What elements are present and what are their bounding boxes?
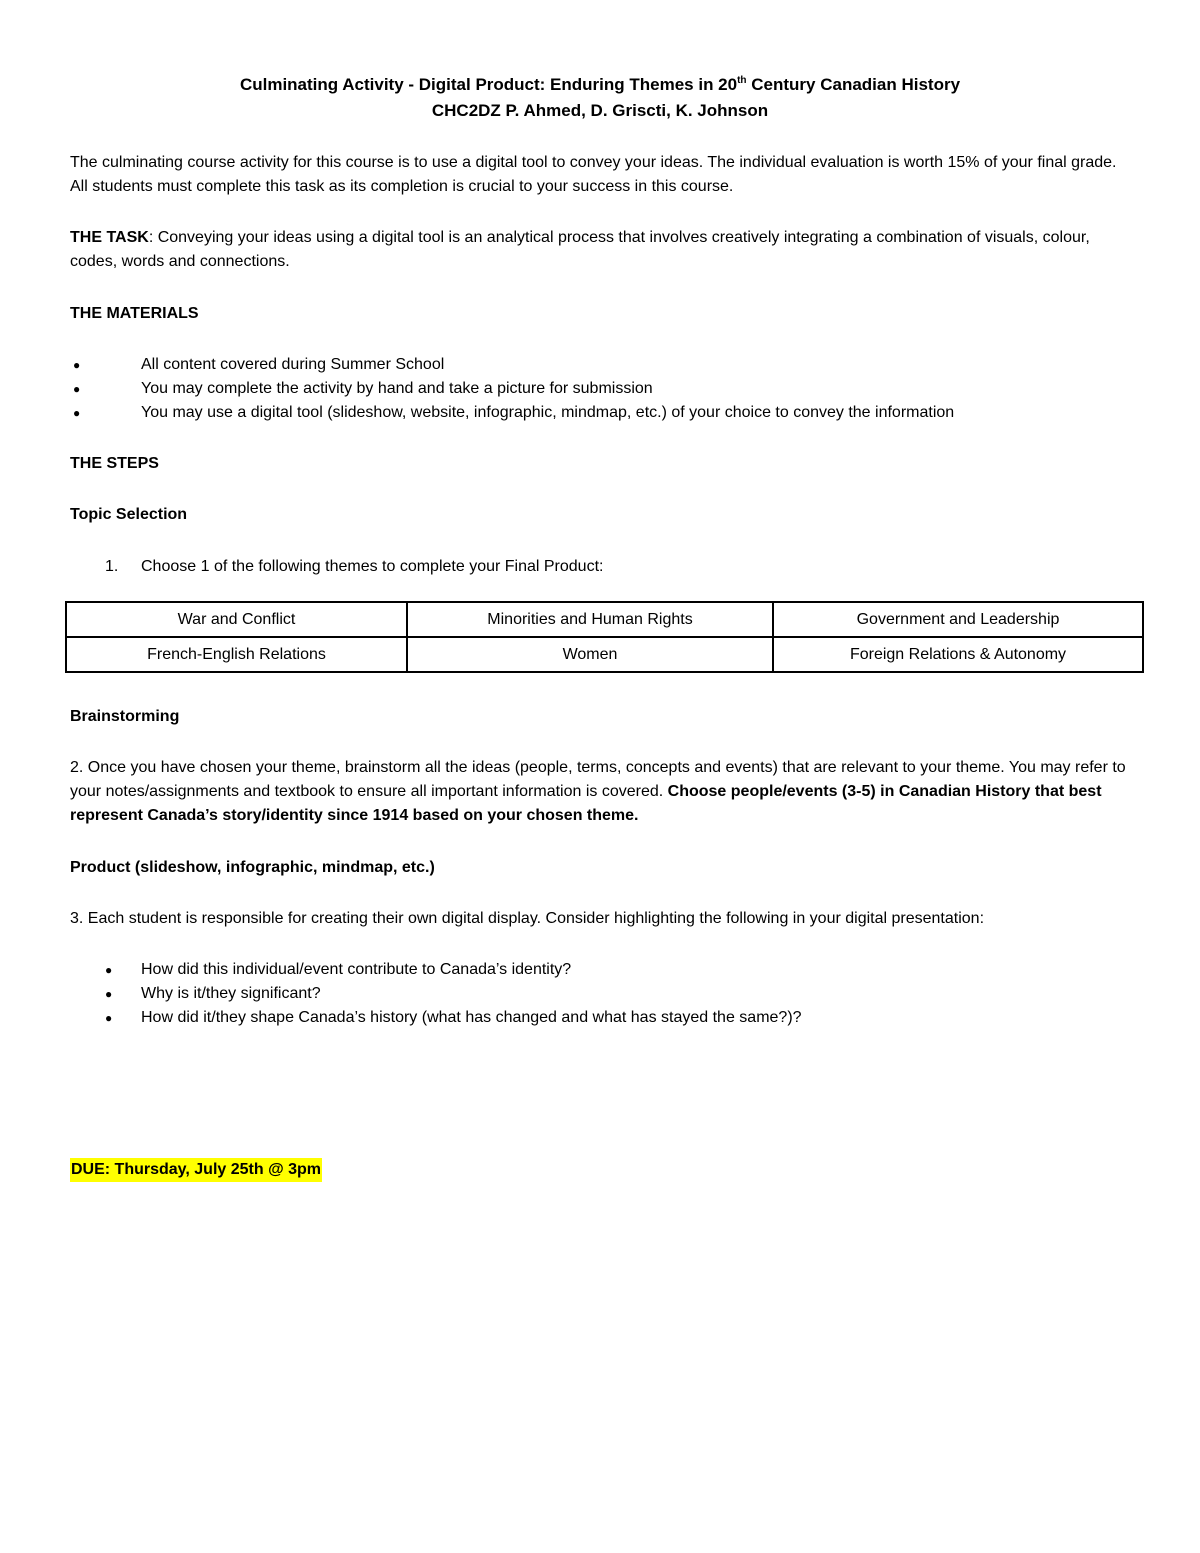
task-paragraph xyxy=(70,226,1140,274)
task-text: : Conveying your ideas using a digital tool is an analytical process that involves creatively integrating a combination of visuals, colour, codes, words and connections. xyxy=(70,229,1090,270)
bullet-icon: ● xyxy=(73,382,81,396)
themes-table xyxy=(65,601,1144,673)
task-label: THE TASK xyxy=(70,229,149,246)
title-superscript: th xyxy=(737,75,747,86)
table-row xyxy=(66,637,1143,672)
step-1-text: Choose 1 of the following themes to complete your Final Product: xyxy=(141,558,604,575)
steps-heading: THE STEPS xyxy=(70,455,159,472)
bullet-icon: ● xyxy=(73,358,81,372)
theme-cell: War and Conflict xyxy=(66,602,407,637)
theme-cell: Women xyxy=(407,637,773,672)
document-page: Culminating Activity - Digital Product: Enduring Themes in 20th Century Canadian History CHC2DZ P. Ahmed, D. Griscti, K. Johnson The culminating course activity for this course is to use a digital tool to convey your ideas. The individual evaluation is worth 15% of your final grade. All students must complete this task as its completion is crucial to your success in this course. THE TASK: Conveying your ideas using a digital tool is an analytical process that involves creatively integrating a combination of visuals, colour, codes, words and connections. THE MATERIALS ● All content covered during Summer School ● You may complete the activity by hand and take a picture for submission ● You may use a digital tool (slideshow, website, infographic, mindmap, etc.) of your choice to convey the information THE STEPS Topic Selection 1. Choose 1 of the following themes to complete your Final Product: War and Conflict Minorities and Human Rights Government and Leadership French-English Relations Women Foreign Relations & Autonomy Brainstorming 2. Once you have chosen your theme, brainstorm all the ideas (people, terms, concepts and events) that are relevant to your theme. You may refer to your notes/assignments and textbook to ensure all important information is covered. Choose people/events (3-5) in Canadian History that best represent Canada’s story/identity since 1914 based on your chosen theme. Product (slideshow, infographic, mindmap, etc.) 3. Each student is responsible for creating their own digital display. Consider highlighting the following in your digital presentation: ● How did this individual/event contribute to Canada’s identity? ● Why is it/they significant? ● How did it/they shape Canada’s history (what has changed and what has stayed the same?)? DUE: Thursday, July 25th @ 3pm xyxy=(0,0,1200,1553)
step-2-paragraph xyxy=(70,756,1132,828)
title-text-b: Century Canadian History xyxy=(746,75,961,94)
document-title xyxy=(0,73,1200,97)
theme-cell: French-English Relations xyxy=(66,637,407,672)
bullet-icon: ● xyxy=(105,987,113,1001)
theme-cell: Minorities and Human Rights xyxy=(407,602,773,637)
topic-selection-heading: Topic Selection xyxy=(70,506,188,523)
document-subtitle: CHC2DZ P. Ahmed, D. Griscti, K. Johnson xyxy=(431,101,769,120)
intro-line-2: All students must complete this task as its completion is crucial to your success in this course. xyxy=(70,178,734,195)
table-row xyxy=(66,602,1143,637)
bullet-icon: ● xyxy=(105,1011,113,1025)
due-date: DUE: Thursday, July 25th @ 3pm xyxy=(70,1158,322,1182)
theme-cell: Foreign Relations & Autonomy xyxy=(773,637,1143,672)
title-text-a: Culminating Activity - Digital Product: Enduring Themes in 20 xyxy=(239,75,738,94)
materials-heading: THE MATERIALS xyxy=(70,305,199,322)
product-heading: Product (slideshow, infographic, mindmap, etc.) xyxy=(70,859,435,876)
step-3-text: 3. Each student is responsible for creating their own digital display. Consider highlighting the following in your digital presentation: xyxy=(70,910,985,927)
theme-cell: Government and Leadership xyxy=(773,602,1143,637)
intro-line-1: The culminating course activity for this course is to use a digital tool to convey your ideas. The individual evaluation is worth 15% of your final grade. xyxy=(70,154,1117,171)
bullet-icon: ● xyxy=(73,406,81,420)
bullet-icon: ● xyxy=(105,963,113,977)
step-2-text: 2. Once you have chosen your theme, brainstorm all the ideas (people, terms, concepts and events) that are relevant to your theme. You may refer to your notes/assignments and textbook to ensure all important information is covered. xyxy=(70,759,1126,800)
step-1-number: 1. xyxy=(105,558,119,575)
brainstorming-heading: Brainstorming xyxy=(70,708,180,725)
step-2-bold-text: Choose people/events (3-5) in Canadian History that best represent Canada’s story/identity since 1914 based on your chosen theme. xyxy=(70,783,1102,824)
